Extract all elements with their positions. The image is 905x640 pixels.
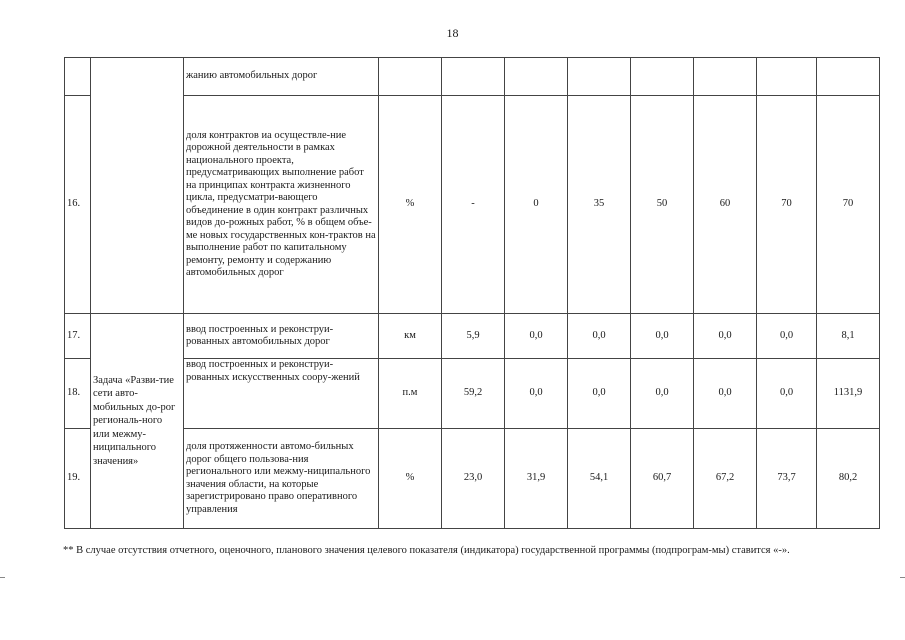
table-row xyxy=(65,359,880,429)
value-cell: 8,1 xyxy=(817,314,880,359)
value-cell: 70 xyxy=(757,96,817,314)
indicator-name: ввод построенных и реконструи-рованных искусственных соору-жений xyxy=(184,359,379,429)
value-cell xyxy=(505,58,568,96)
row-number: 16. xyxy=(65,96,91,314)
value-cell: 35 xyxy=(568,96,631,314)
unit-cell: % xyxy=(379,429,442,529)
value-cell xyxy=(757,58,817,96)
value-cell: - xyxy=(442,96,505,314)
indicators-table xyxy=(64,57,880,529)
unit-cell: км xyxy=(379,314,442,359)
unit-cell: % xyxy=(379,96,442,314)
value-cell xyxy=(442,58,505,96)
value-cell: 1131,9 xyxy=(817,359,880,429)
value-cell xyxy=(694,58,757,96)
unit-cell: п.м xyxy=(379,359,442,429)
value-cell: 0,0 xyxy=(631,314,694,359)
value-cell: 0 xyxy=(505,96,568,314)
value-cell: 60 xyxy=(694,96,757,314)
row-number: 19. xyxy=(65,429,91,529)
indicator-name: ввод построенных и реконструи-рованных автомобильных дорог xyxy=(184,314,379,359)
value-cell: 54,1 xyxy=(568,429,631,529)
table-row-continuation xyxy=(65,58,880,96)
value-cell: 0,0 xyxy=(757,359,817,429)
value-cell: 0,0 xyxy=(568,314,631,359)
footnote: ** В случае отсутствия отчетного, оценочного, планового значения целевого показателя (индикатора) государственной программы (подпрограм-мы) ставится «-». xyxy=(63,545,790,556)
indicator-name: жанию автомобильных дорог xyxy=(184,58,379,96)
value-cell: 50 xyxy=(631,96,694,314)
value-cell: 59,2 xyxy=(442,359,505,429)
unit-cell xyxy=(379,58,442,96)
row-number: 18. xyxy=(65,359,91,429)
table-row xyxy=(65,314,880,359)
table-row xyxy=(65,96,880,314)
value-cell: 0,0 xyxy=(568,359,631,429)
value-cell: 73,7 xyxy=(757,429,817,529)
page-number: 18 xyxy=(446,26,459,40)
value-cell: 60,7 xyxy=(631,429,694,529)
value-cell xyxy=(631,58,694,96)
task-cell-empty xyxy=(91,58,184,314)
indicator-name: доля контрактов иа осуществле-ние дорожной деятельности в рамках национального проекта, предусматривающих выполнение работ на принципах контракта жизненного цикла, предусматри-вающего объединение в один контракт различных видов до-рожных работ, % в общем объе-ме новых государственных кон-трактов на выполнение работ по капитальному ремонту, ремонту и содержанию автомобильных дорог xyxy=(184,96,379,314)
value-cell: 80,2 xyxy=(817,429,880,529)
value-cell: 0,0 xyxy=(631,359,694,429)
row-number-cell xyxy=(65,58,91,96)
scan-edge-mark-left xyxy=(0,577,5,578)
indicator-name: доля протяженности автомо-бильных дорог общего пользова-ния регионального или межму-ниципального значения области, на которые зарегистрировано право оперативного управления xyxy=(184,429,379,529)
value-cell: 67,2 xyxy=(694,429,757,529)
value-cell: 0,0 xyxy=(505,359,568,429)
value-cell xyxy=(817,58,880,96)
value-cell: 0,0 xyxy=(505,314,568,359)
table-row xyxy=(65,429,880,529)
row-number: 17. xyxy=(65,314,91,359)
value-cell: 0,0 xyxy=(694,359,757,429)
value-cell: 31,9 xyxy=(505,429,568,529)
scan-edge-mark-right xyxy=(900,577,905,578)
value-cell: 23,0 xyxy=(442,429,505,529)
value-cell: 70 xyxy=(817,96,880,314)
value-cell xyxy=(568,58,631,96)
value-cell: 0,0 xyxy=(757,314,817,359)
task-label: Задача «Разви-тие сети авто-мобильных до-рог региональ-ного или межму-ниципального значения» xyxy=(91,314,184,529)
value-cell: 0,0 xyxy=(694,314,757,359)
value-cell: 5,9 xyxy=(442,314,505,359)
